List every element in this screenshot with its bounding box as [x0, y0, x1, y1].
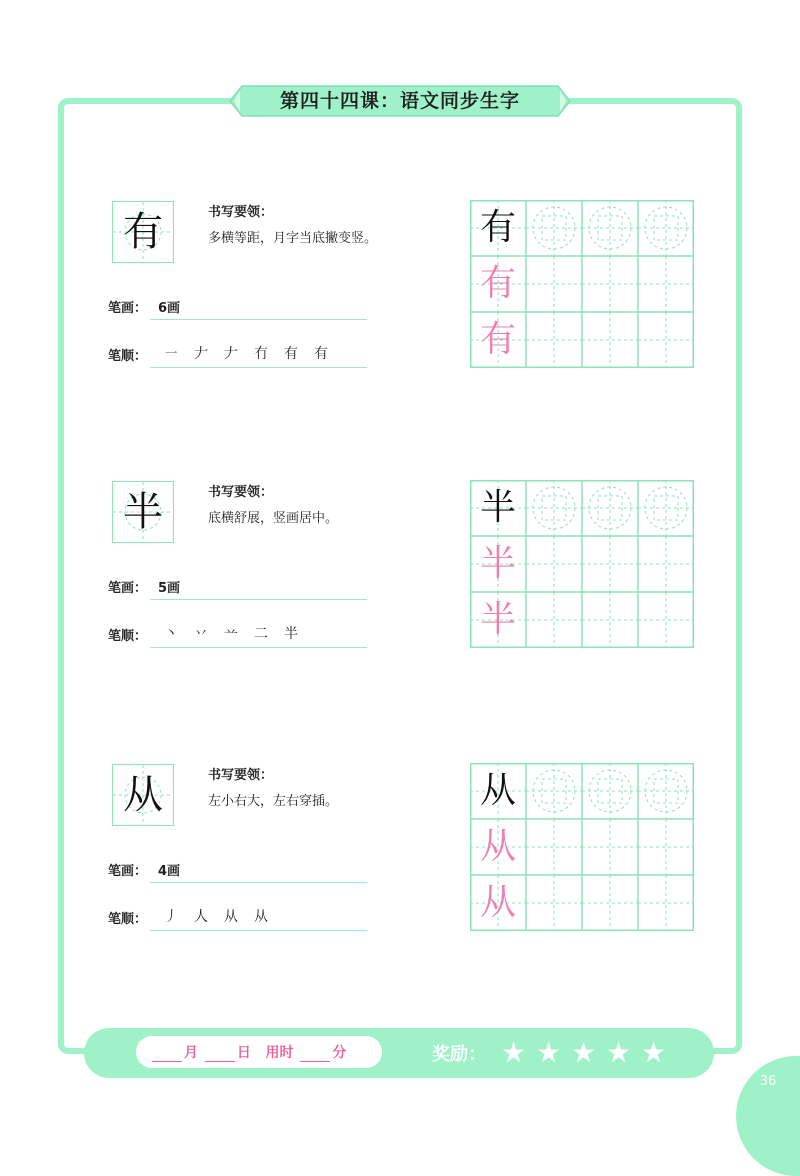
- minutes-label: 分: [332, 1045, 347, 1061]
- stroke-order-step: 䒑: [224, 626, 238, 642]
- stroke-order-label: 笔顺：: [108, 912, 148, 927]
- stroke-order-step: 𠂇: [224, 346, 238, 362]
- stroke-order-step: 有: [314, 346, 328, 362]
- stroke-order-label: 笔顺：: [108, 349, 148, 364]
- lesson-block: [0, 748, 800, 1008]
- tips-heading: 书写要领：: [208, 768, 274, 783]
- stroke-order-rule: [150, 647, 367, 648]
- date-time-line: [150, 1042, 346, 1062]
- stroke-order-step: ㇐: [164, 346, 178, 362]
- stroke-count-value: 4画: [158, 864, 181, 879]
- stroke-order-rule: [150, 367, 367, 368]
- model-character: 从: [479, 770, 516, 811]
- reward-label: 奖励：: [432, 1044, 486, 1065]
- stroke-order-step: 有: [284, 346, 298, 362]
- trace-character: 半: [479, 599, 516, 640]
- sample-character-box: [112, 764, 174, 826]
- stroke-count-label: 笔画：: [108, 864, 148, 879]
- month-blank[interactable]: [152, 1047, 182, 1062]
- stroke-order-step: 丷: [194, 626, 208, 642]
- title-banner: [228, 84, 572, 118]
- stroke-order-step: 冇: [254, 346, 268, 362]
- model-character: 半: [479, 487, 516, 528]
- stroke-count-value: 6画: [158, 301, 181, 316]
- stroke-order-step: 半: [284, 626, 298, 642]
- reward-star-icon[interactable]: ★: [535, 1036, 562, 1069]
- reward-stars: [496, 1038, 671, 1068]
- reward-star-icon[interactable]: ★: [570, 1036, 597, 1069]
- sample-character-box: [112, 201, 174, 263]
- reward-star-icon[interactable]: ★: [640, 1036, 667, 1069]
- stroke-count-rule: [150, 882, 367, 883]
- trace-character: 从: [479, 826, 516, 867]
- stroke-order-sequence: [156, 343, 336, 363]
- stroke-order-step: 从: [254, 909, 268, 925]
- tips-heading: 书写要领：: [208, 205, 274, 220]
- time-used-label: 用时: [265, 1045, 294, 1061]
- stroke-order-label: 笔顺：: [108, 629, 148, 644]
- tips-text: 左小右大，左右穿插。: [208, 794, 339, 809]
- day-blank[interactable]: [205, 1047, 235, 1062]
- trace-character: 从: [479, 882, 516, 923]
- stroke-order-step: 𠂇: [194, 346, 208, 362]
- lesson-block: [0, 465, 800, 725]
- stroke-order-step: 人: [194, 909, 208, 925]
- lesson-block: [0, 185, 800, 445]
- stroke-order-step: 二: [254, 626, 268, 642]
- practice-grid[interactable]: [470, 200, 694, 368]
- sample-character: 半: [123, 489, 163, 535]
- stroke-order-sequence: [156, 906, 276, 926]
- sample-character-box: [112, 481, 174, 543]
- tips-text: 底横舒展，竖画居中。: [208, 511, 339, 526]
- stroke-order-step: 丶: [164, 626, 178, 642]
- sample-character: 从: [123, 772, 163, 818]
- trace-character: 有: [479, 263, 516, 304]
- tips-heading: 书写要领：: [208, 485, 274, 500]
- model-character: 有: [479, 207, 516, 248]
- stroke-order-sequence: [156, 623, 306, 643]
- stroke-order-step: 从: [224, 909, 238, 925]
- sample-character: 有: [123, 209, 163, 255]
- practice-grid[interactable]: [470, 480, 694, 648]
- stroke-count-label: 笔画：: [108, 301, 148, 316]
- practice-grid[interactable]: [470, 763, 694, 931]
- minutes-blank[interactable]: [300, 1047, 330, 1062]
- stroke-count-label: 笔画：: [108, 581, 148, 596]
- trace-character: 半: [479, 543, 516, 584]
- stroke-order-step: 丿: [164, 909, 178, 925]
- day-label: 日: [236, 1045, 251, 1061]
- trace-character: 有: [479, 319, 516, 360]
- month-label: 月: [184, 1045, 198, 1061]
- reward-star-icon[interactable]: ★: [605, 1036, 632, 1069]
- stroke-count-rule: [150, 599, 367, 600]
- stroke-count-value: 5画: [158, 581, 181, 596]
- tips-text: 多横等距，月字当底撇变竖。: [208, 231, 378, 246]
- stroke-order-rule: [150, 930, 367, 931]
- reward-star-icon[interactable]: ★: [500, 1036, 527, 1069]
- stroke-count-rule: [150, 319, 367, 320]
- page-number: 36: [759, 1074, 777, 1089]
- page-title: 第四十四课：语文同步生字: [279, 90, 520, 112]
